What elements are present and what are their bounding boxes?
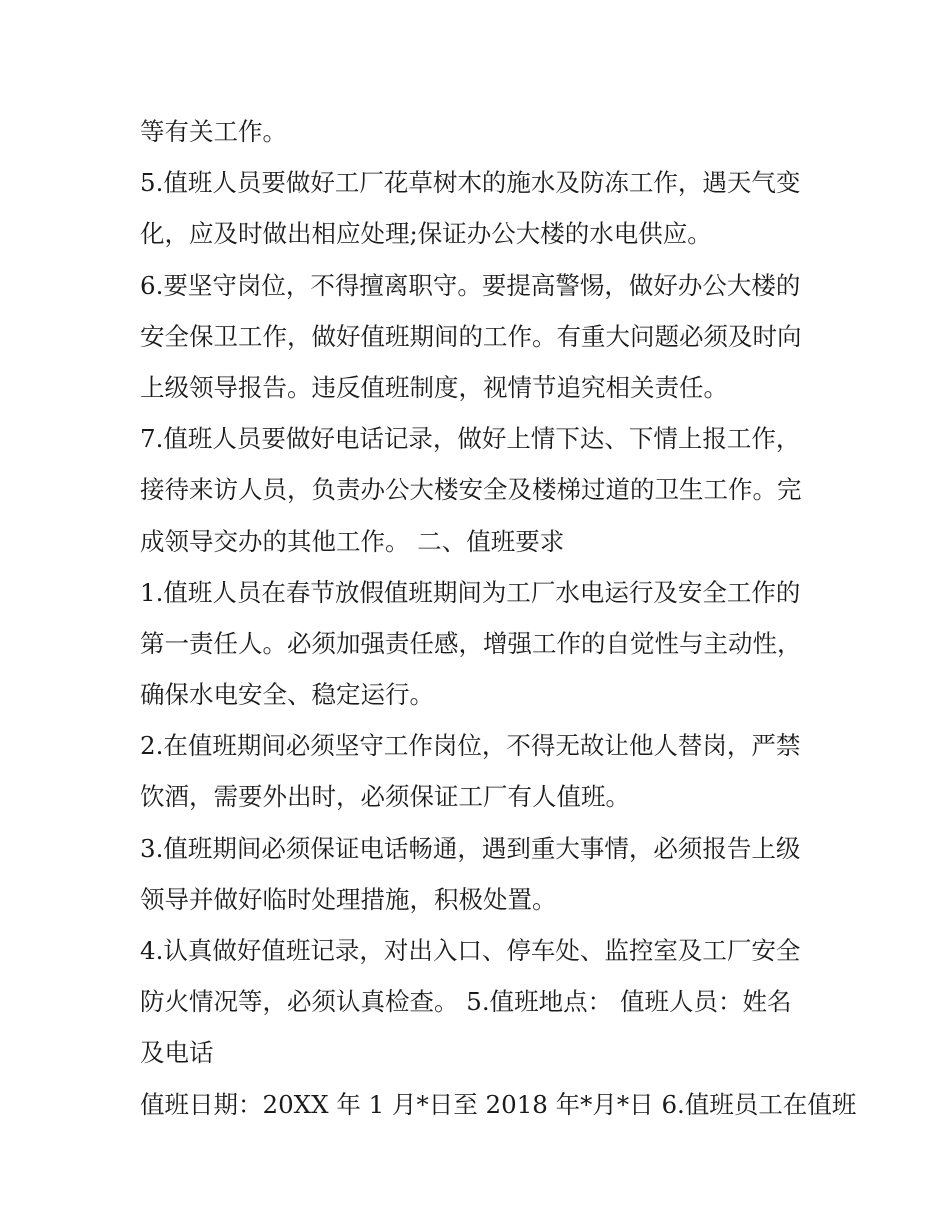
text-line: 等有关工作。 [140,117,287,146]
text-line: 领导并做好临时处理措施，积极处置。 [140,884,557,914]
text-line: 3.值班期间必须保证电话畅通，遇到重大事情，必须报告上级 [140,833,801,863]
text-line: 安全保卫工作，做好值班期间的工作。有重大问题必须及时向 [140,321,802,351]
text-line: 4.认真做好值班记录，对出入口、停车处、监控室及工厂安全 [140,936,801,965]
text-line: 5.值班人员要做好工厂花草树木的施水及防冻工作，遇天气变 [140,168,801,198]
text-line: 上级领导报告。违反值班制度，视情节追究相关责任。 [140,372,728,402]
text-line: 第一责任人。必须加强责任感，增强工作的自觉性与主动性， [140,628,802,658]
text-line: 接待来访人员，负责办公大楼安全及楼梯过道的卫生工作。完 [140,475,802,505]
text-line: 防火情况等，必须认真检查。 5.值班地点： 值班人员：姓名 [140,987,792,1017]
text-line: 2.在值班期间必须坚守工作岗位，不得无故让他人替岗，严禁 [140,731,801,761]
text-line: 及电话 [140,1038,214,1068]
text-line: 确保水电安全、稳定运行。 [140,680,434,710]
text-line: 1.值班人员在春节放假值班期间为工厂水电运行及安全工作的 [140,577,801,607]
text-line: 值班日期：20XX 年 1 月*日至 2018 年*月*日 6.值班员工在值班 [140,1089,857,1119]
text-line: 化，应及时做出相应处理;保证办公大楼的水电供应。 [140,219,712,249]
document-body [140,106,857,1130]
text-line: 饮酒，需要外出时，必须保证工厂有人值班。 [140,782,630,812]
text-line: 6.要坚守岗位，不得擅离职守。要提高警惕，做好办公大楼的 [140,270,801,300]
text-line: 7.值班人员要做好电话记录，做好上情下达、下情上报工作， [140,424,801,454]
text-line: 成领导交办的其他工作。 二、值班要求 [140,526,565,556]
